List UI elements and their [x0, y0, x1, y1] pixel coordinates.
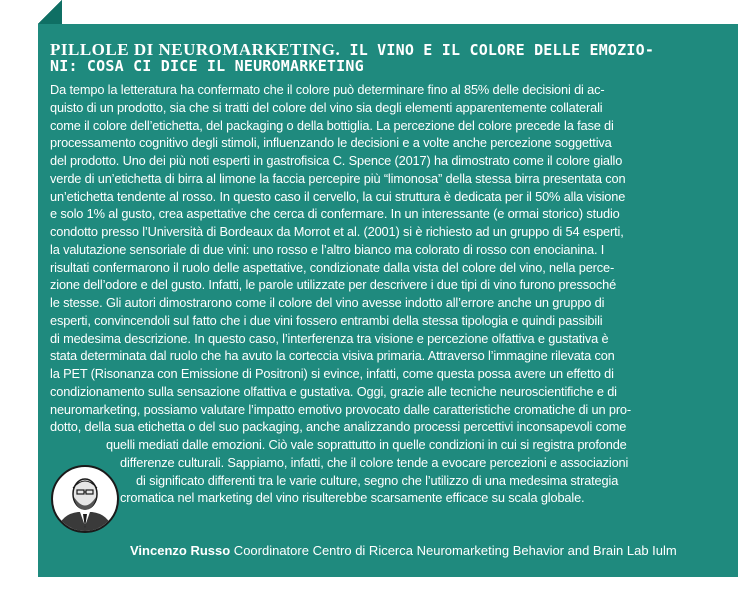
- author-signature: [130, 543, 677, 558]
- body-line: la PET (Risonanza con Emissione di Positroni) si evince, infatti, come questa possa avere un effetto di: [50, 366, 614, 381]
- article-title: [50, 42, 730, 74]
- body-line: quisto di un prodotto, sia che si tratti del colore del vino sia degli elementi apparentemente collaterali: [50, 99, 603, 115]
- author-portrait-icon: [50, 464, 120, 534]
- body-line: condizionamento sulla sensazione olfattiva e gustativa. Oggi, grazie alle tecniche neuroscientifiche e di: [50, 383, 617, 399]
- body-line: quelli mediati dalle emozioni. Ciò vale soprattutto in quelle condizioni in cui si registra profonde: [106, 437, 627, 452]
- body-line: le stesse. Gli autori dimostrarono come il colore del vino avesse indotto all’errore anche un gruppo di: [50, 295, 605, 310]
- body-line: dotto, della sua etichetta o del suo packaging, anche analizzando processi percettivi inconsapevoli come: [50, 419, 627, 435]
- author-name: Vincenzo Russo: [130, 543, 231, 558]
- body-line: di significato differenti tra le varie culture, segno che l’utilizzo di una medesima strategia: [136, 472, 619, 488]
- author-role: Coordinatore Centro di Ricerca Neuromarketing Behavior and Brain Lab Iulm: [230, 543, 677, 558]
- body-line: cromatica nel marketing del vino risulterebbe scarsamente efficace su scala globale.: [120, 490, 585, 506]
- title-part-2: IL VINO E IL COLORE DELLE EMOZIO-: [340, 41, 655, 59]
- body-line: processamento cognitivo degli stimoli, influenzando le decisioni e a volte anche percezione soggettiva: [50, 135, 612, 151]
- body-line: neuromarketing, possiamo valutare l’impatto emotivo provocato dalle caratteristiche cromatiche di un pro-: [50, 401, 632, 417]
- title-line-2: NI: COSA CI DICE IL NEUROMARKETING: [50, 57, 364, 75]
- body-line: verde di un’etichetta di birra al limone la faccia percepire più “limonosa” della stessa birra presentata con: [50, 170, 626, 186]
- body-line: Da tempo la letteratura ha confermato che il colore può determinare fino al 85% delle decisioni di ac-: [50, 82, 605, 97]
- body-line: di medesima descrizione. In questo caso, l’interferenza tra visione e percezione olfattiva e gustativa è: [50, 330, 609, 346]
- article-box: [38, 24, 738, 577]
- body-line: del prodotto. Uno dei più noti esperti in gastrofisica C. Spence (2017) ha dimostrato come il colore giallo: [50, 153, 623, 168]
- title-part-1: PILLOLE DI NEUROMARKETING.: [50, 40, 341, 59]
- body-line: condotto presso l’Università di Bordeaux da Morrot et al. (2001) si è richiesto ad un gruppo di 54 esperti,: [50, 224, 624, 239]
- body-line: la valutazione sensoriale di due vini: uno rosso e l’altro bianco ma colorato di rosso con enocianina. I: [50, 241, 605, 257]
- corner-fold: [38, 0, 62, 24]
- body-line: come il colore dell’etichetta, del packaging o della bottiglia. La percezione del colore precede la fase di: [50, 117, 614, 133]
- body-line: stata determinata dal ruolo che ha avuto la corteccia visiva primaria. Attraverso l’immagine rilevata con: [50, 348, 615, 364]
- body-line: e solo 1% al gusto, crea aspettative che cerca di confermare. In un interessante (e ormai storico) studio: [50, 206, 620, 222]
- body-line: differenze culturali. Sappiamo, infatti, che il colore tende a evocare percezioni e associazioni: [120, 454, 629, 470]
- body-line: un’etichetta tendente al rosso. In questo caso il cervello, la cui struttura è dedicata per il 50% alla visione: [50, 188, 626, 204]
- body-line: risultati confermarono il ruolo delle aspettative, condizionate dalla vista del colore del vino, nella perce-: [50, 259, 615, 275]
- body-line: zione dell’odore e del gusto. Infatti, le parole utilizzate per descrivere i due tipi di vino furono pressoché: [50, 277, 617, 293]
- body-line: esperti, convincendoli sul fatto che i due vini fossero entrambi della stessa tipologia e quindi passibili: [50, 312, 603, 328]
